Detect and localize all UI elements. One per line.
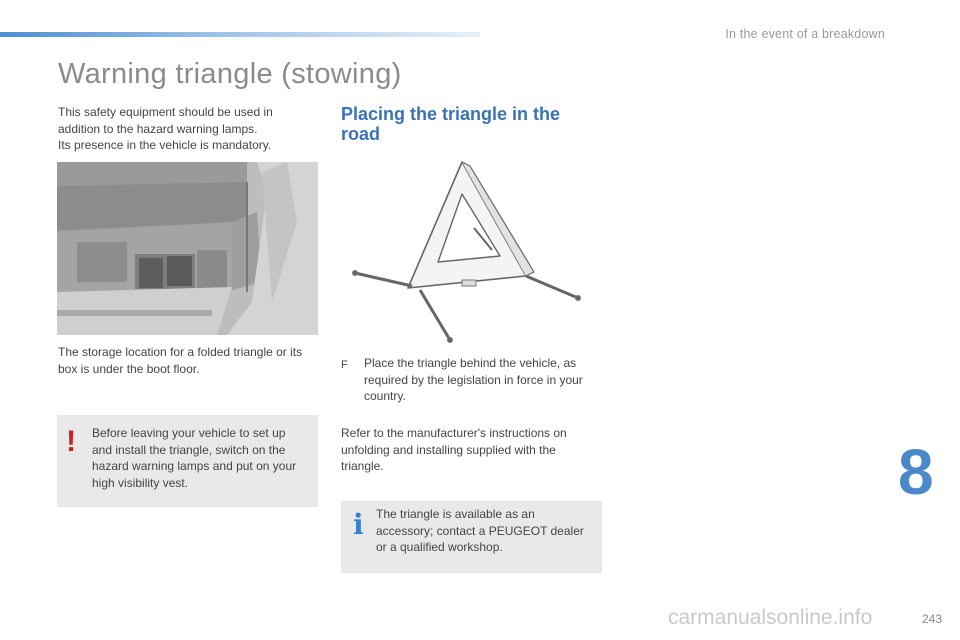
warning-triangle-illustration	[350, 158, 590, 353]
page-number: 243	[921, 612, 942, 626]
warning-line: Before leaving your vehicle to set up	[92, 426, 286, 440]
refer-paragraph	[341, 425, 601, 475]
warning-box	[57, 415, 318, 507]
warning-text	[92, 425, 314, 491]
info-line: or a qualified workshop.	[376, 540, 503, 554]
intro-paragraph	[58, 104, 318, 154]
refer-line: Refer to the manufacturer's instructions on	[341, 426, 567, 440]
bullet-paragraph	[364, 355, 604, 405]
info-line: The triangle is available as an	[376, 507, 535, 521]
exclamation-icon: !	[66, 425, 76, 458]
heading-line: Placing the triangle in the	[341, 104, 561, 124]
caption-line: The storage location for a folded triangle or its	[58, 345, 303, 359]
heading-line: road	[341, 124, 381, 144]
storage-caption	[58, 344, 318, 377]
warning-line: and install the triangle, switch on the	[92, 442, 286, 457]
bullet-line: required by the legislation in force in your	[364, 372, 583, 387]
header-accent-bar	[0, 32, 480, 37]
chapter-number: 8	[898, 436, 934, 508]
caption-line: box is under the boot floor.	[58, 361, 200, 376]
boot-storage-photo	[57, 162, 318, 335]
info-box	[341, 501, 602, 573]
intro-line: This safety equipment should be used in	[58, 105, 273, 119]
info-text	[376, 506, 598, 556]
bullet-line: Place the triangle behind the vehicle, as	[364, 356, 577, 370]
bullet-line: country.	[364, 389, 406, 403]
warning-line: hazard warning lamps and put on your	[92, 459, 297, 473]
info-line: accessory; contact a PEUGEOT dealer	[376, 523, 584, 538]
page-title: Warning triangle (stowing)	[58, 58, 402, 90]
bullet-symbol: F	[341, 359, 348, 371]
warning-line: high visibility vest.	[92, 475, 189, 490]
intro-line: addition to the hazard warning lamps.	[58, 121, 258, 136]
section-heading	[341, 104, 601, 144]
section-title: In the event of a breakdown	[725, 27, 885, 41]
refer-line: unfolding and installing supplied with the	[341, 442, 556, 457]
watermark: carmanualsonline.info	[668, 606, 873, 629]
intro-line: Its presence in the vehicle is mandatory.	[58, 138, 272, 152]
refer-line: triangle.	[341, 459, 384, 473]
info-icon: i	[353, 508, 364, 541]
